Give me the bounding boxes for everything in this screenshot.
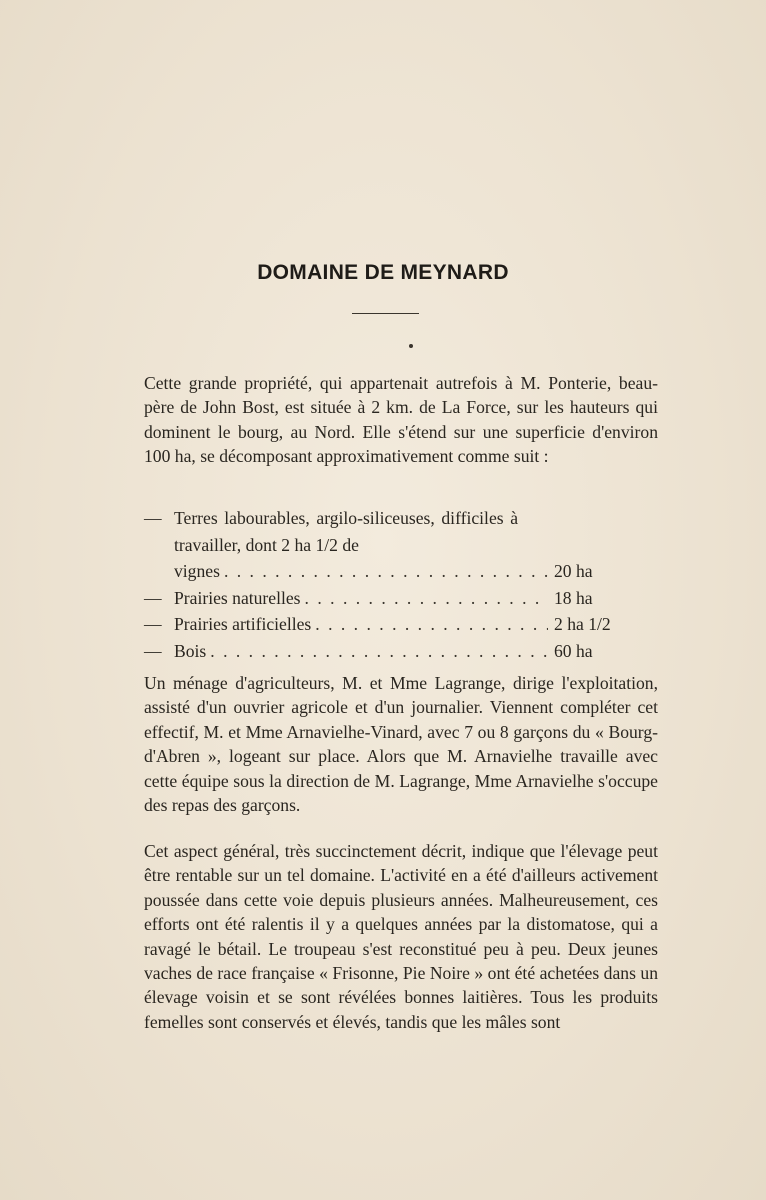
ornament-dot bbox=[409, 344, 413, 348]
terres-row bbox=[174, 558, 644, 585]
list-dash: — bbox=[144, 640, 162, 661]
dot-leader bbox=[210, 638, 548, 665]
bois-row bbox=[174, 638, 644, 665]
paragraph-livestock: Cet aspect général, très succinctement décrit, indique que l'élevage peut être rentable sur un tel domaine. L'activité en a été d'ailleurs activement poussée dans cette voie depuis plusieurs années. Malheureusement, ces efforts ont été ralentis il y a quelques années par la distomatose, qui a ravagé le bétail. Le troupeau s'est reconstitué peu à peu. Deux jeunes vaches de race française « Frisonne, Pie Noire » ont été achetées dans un élevage voisin et se sont révélées bonnes laitières. Tous les produits femelles sont conservés et élevés, tandis que les mâles sont bbox=[144, 841, 658, 1032]
bois-label: Bois bbox=[174, 640, 207, 661]
terres-qty: 20 ha bbox=[554, 561, 593, 581]
terres-description: Terres labourables, argilo-siliceuses, difficiles à travailler, dont 2 ha 1/2 de bbox=[174, 508, 518, 555]
prairies-artificielles-label: Prairies artificielles bbox=[174, 614, 312, 634]
list-dash: — bbox=[144, 508, 162, 528]
dot-leader bbox=[315, 611, 548, 638]
list-item-prairies-naturelles bbox=[144, 585, 644, 612]
terres-label: vignes bbox=[174, 561, 220, 581]
list-item-terres bbox=[144, 505, 644, 585]
dot-leader bbox=[305, 585, 548, 612]
title-rule bbox=[352, 313, 419, 314]
list-dash: — bbox=[144, 614, 162, 634]
bois-qty: 60 ha bbox=[554, 640, 593, 661]
land-use-list bbox=[144, 505, 644, 664]
prairies-naturelles-qty: 18 ha bbox=[554, 587, 593, 608]
list-item-prairies-artificielles bbox=[144, 611, 644, 638]
paragraph-intro: Cette grande propriété, qui appartenait autrefois à M. Ponterie, beau-père de John Bost, est située à 2 km. de La Force, sur les hauteurs qui dominent le bourg, au Nord. Elle s'étend sur une superficie d'environ 100 ha, se décomposant approximativement comme suit : bbox=[144, 373, 658, 467]
list-item-bois bbox=[144, 638, 644, 665]
paragraph-staff: Un ménage d'agriculteurs, M. et Mme Lagrange, dirige l'exploitation, assisté d'un ouvrier agricole et d'un journalier. Viennent compléter cet effectif, M. et Mme Arnavielhe-Vinard, avec 7 ou 8 garçons du « Bourg-d'Abren », logeant sur place. Alors que M. Arnavielhe travaille avec cette équipe sous la direction de M. Lagrange, Mme Arnavielhe s'occupe des repas des garçons. bbox=[144, 673, 658, 816]
page-title: DOMAINE DE MEYNARD bbox=[257, 261, 509, 284]
prairies-artificielles-row bbox=[174, 611, 644, 638]
prairies-naturelles-label: Prairies naturelles bbox=[174, 587, 301, 608]
list-dash: — bbox=[144, 587, 162, 608]
prairies-naturelles-row bbox=[174, 585, 644, 612]
dot-leader bbox=[224, 558, 548, 585]
prairies-artificielles-qty: 2 ha 1/2 bbox=[554, 614, 611, 634]
